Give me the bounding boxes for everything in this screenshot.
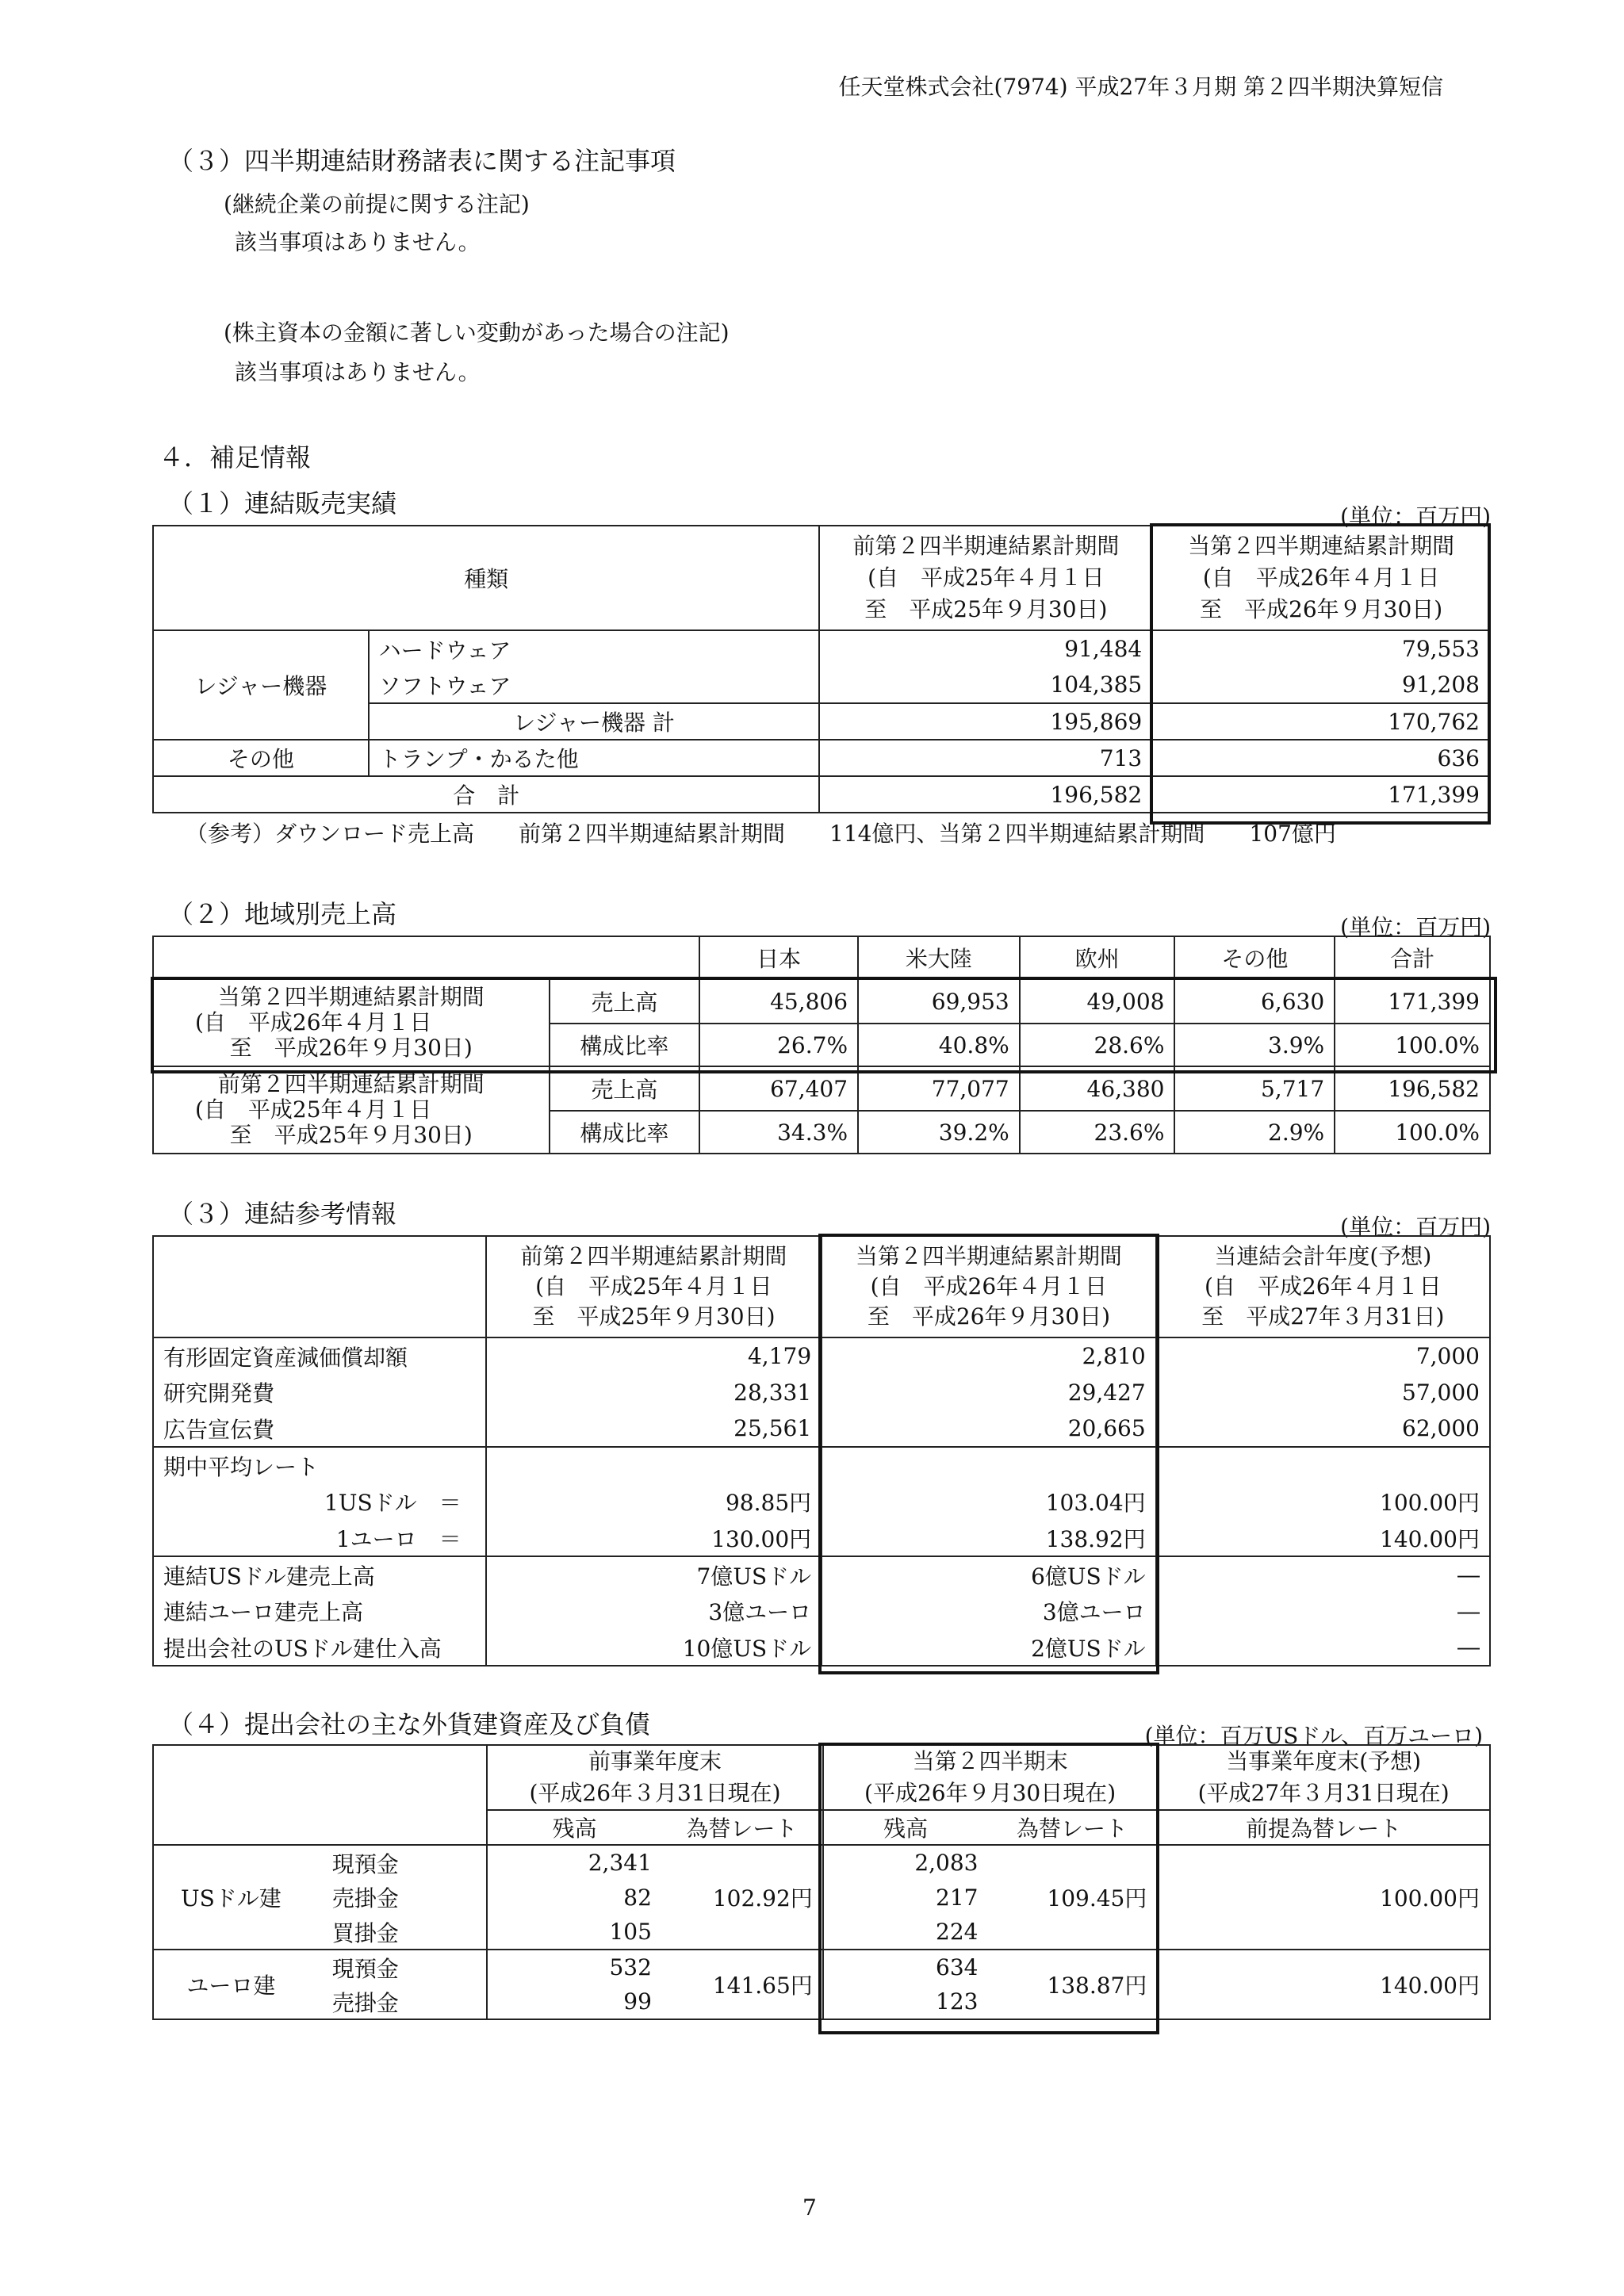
fx-assets-unit: (単位：百万USドル、百万ユーロ) <box>1144 1723 1483 1749</box>
rnd-label: 研究開発費 <box>153 1374 486 1410</box>
eur-rate-forecast: 140.00円 <box>1156 1520 1490 1556</box>
cur-ratio-americas: 40.8% <box>858 1024 1020 1066</box>
hardware-label: ハードウェア <box>369 630 820 667</box>
cur-sales-americas: 69,953 <box>858 979 1020 1024</box>
depreciation-cur: 2,810 <box>822 1337 1156 1374</box>
advertising-forecast: 62,000 <box>1156 1410 1490 1447</box>
ref-cur-header: 当第２四半期連結累計期間 (自 平成26年４月１日 至 平成26年９月30日) <box>822 1236 1156 1337</box>
grand-total-prev: 196,582 <box>819 776 1152 813</box>
usd-rate-label: 1USドル ＝ <box>153 1483 486 1520</box>
prev-sales-americas: 77,077 <box>858 1066 1020 1111</box>
eur-denominated-label: ユーロ建 <box>153 1950 308 2019</box>
usd-sales-forecast: ― <box>1156 1556 1490 1593</box>
eur-cash-prev: 532 <box>487 1950 661 1984</box>
usd-rate-forecast: 100.00円 <box>1156 1483 1490 1520</box>
software-cur: 91,208 <box>1152 667 1490 703</box>
cur-period-header: 当第２四半期連結累計期間 (自 平成26年４月１日 至 平成26年９月30日) <box>1152 526 1490 630</box>
prev-period-label: 前第２四半期連結累計期間 (自 平成25年４月１日 至 平成25年９月30日) <box>153 1066 550 1154</box>
cur-period-label: 当第２四半期連結累計期間 (自 平成26年４月１日 至 平成26年９月30日) <box>153 979 550 1066</box>
cur-ratio-total: 100.0% <box>1335 1024 1490 1066</box>
advertising-label: 広告宣伝費 <box>153 1410 486 1447</box>
leisure-total-label: レジャー機器 計 <box>369 703 820 740</box>
page-number: 7 <box>802 2195 817 2221</box>
eur-prev-rate: 141.65円 <box>661 1950 823 2019</box>
document-header: 任天堂株式会社(7974) 平成27年３月期 第２四半期決算短信 <box>838 74 1443 100</box>
cur-ratio-japan: 26.7% <box>699 1024 858 1066</box>
regional-corner <box>153 936 699 979</box>
notes-heading: （３）四半期連結財務諸表に関する注記事項 <box>168 146 676 176</box>
fx-cur-rate-header: 為替レート <box>988 1810 1158 1845</box>
fx-assets-table <box>152 1744 1491 2020</box>
sales-results-heading: （１）連結販売実績 <box>168 488 397 519</box>
rnd-forecast: 57,000 <box>1156 1374 1490 1410</box>
supplementary-heading: ４．補足情報 <box>159 442 312 473</box>
sales-results-unit: (単位：百万円) <box>1340 503 1491 530</box>
eur-rate-cur: 138.92円 <box>822 1520 1156 1556</box>
eur-rate-prev: 130.00円 <box>486 1520 822 1556</box>
usd-cash-label: 現預金 <box>331 1850 399 1877</box>
usd-sales-cur: 6億USドル <box>822 1556 1156 1593</box>
fx-prev-header: 前事業年度末 (平成26年３月31日現在) <box>487 1745 823 1810</box>
col-americas: 米大陸 <box>858 936 1020 979</box>
cur-sales-europe: 49,008 <box>1020 979 1175 1024</box>
eur-forecast-rate: 140.00円 <box>1157 1950 1490 2019</box>
leisure-total-cur: 170,762 <box>1152 703 1490 740</box>
leisure-total-prev: 195,869 <box>819 703 1152 740</box>
grand-total-label: 合 計 <box>153 776 819 813</box>
depreciation-label: 有形固定資産減価償却額 <box>153 1337 486 1374</box>
eur-cur-rate: 138.87円 <box>988 1950 1158 2019</box>
eur-cash-label: 現預金 <box>331 1955 399 1982</box>
cur-ratio-other: 3.9% <box>1174 1024 1335 1066</box>
avg-rate-label: 期中平均レート <box>153 1447 486 1483</box>
usd-payables-label: 買掛金 <box>308 1915 487 1950</box>
usd-forecast-rate: 100.00円 <box>1157 1845 1490 1950</box>
prev-ratio-japan: 34.3% <box>699 1111 858 1154</box>
cards-prev: 713 <box>819 740 1152 776</box>
col-total: 合計 <box>1335 936 1490 979</box>
eur-cash-cur: 634 <box>823 1950 988 1984</box>
prev-sales-label: 売上高 <box>550 1066 700 1111</box>
prev-sales-other: 5,717 <box>1174 1066 1335 1111</box>
fx-premise-rate-header: 前提為替レート <box>1157 1810 1490 1845</box>
usd-purchases-forecast: ― <box>1156 1629 1490 1666</box>
prev-sales-europe: 46,380 <box>1020 1066 1175 1111</box>
fx-prev-rate-header: 為替レート <box>661 1810 823 1845</box>
usd-payables-prev: 105 <box>487 1915 661 1950</box>
fx-assets-heading: （４）提出会社の主な外貨建資産及び負債 <box>168 1709 651 1739</box>
software-label: ソフトウェア <box>369 667 820 703</box>
prev-ratio-total: 100.0% <box>1335 1111 1490 1154</box>
reference-info-heading: （３）連結参考情報 <box>168 1199 397 1229</box>
advertising-prev: 25,561 <box>486 1410 822 1447</box>
cards-cur: 636 <box>1152 740 1490 776</box>
eur-receivables-label: 売掛金 <box>308 1984 487 2019</box>
usd-receivables-prev: 82 <box>487 1880 661 1915</box>
eur-sales-label: 連結ユーロ建売上高 <box>153 1593 486 1629</box>
prev-period-header: 前第２四半期連結累計期間 (自 平成25年４月１日 至 平成25年９月30日) <box>819 526 1152 630</box>
usd-prev-rate: 102.92円 <box>661 1845 823 1950</box>
usd-rate-prev: 98.85円 <box>486 1483 822 1520</box>
prev-sales-total: 196,582 <box>1335 1066 1490 1111</box>
prev-ratio-label: 構成比率 <box>550 1111 700 1154</box>
usd-denominated-label: USドル建 <box>153 1845 308 1950</box>
grand-total-cur: 171,399 <box>1152 776 1490 813</box>
software-prev: 104,385 <box>819 667 1152 703</box>
usd-rate-cur: 103.04円 <box>822 1483 1156 1520</box>
ref-forecast-header: 当連結会計年度(予想) (自 平成26年４月１日 至 平成27年３月31日) <box>1156 1236 1490 1337</box>
prev-ratio-europe: 23.6% <box>1020 1111 1175 1154</box>
usd-purchases-prev: 10億USドル <box>486 1629 822 1666</box>
fx-cur-header: 当第２四半期末 (平成26年９月30日現在) <box>823 1745 1158 1810</box>
eur-rate-label: 1ユーロ ＝ <box>153 1520 486 1556</box>
cur-sales-japan: 45,806 <box>699 979 858 1024</box>
cur-sales-total: 171,399 <box>1335 979 1490 1024</box>
depreciation-forecast: 7,000 <box>1156 1337 1490 1374</box>
eur-sales-cur: 3億ユーロ <box>822 1593 1156 1629</box>
hardware-cur: 79,553 <box>1152 630 1490 667</box>
usd-sales-label: 連結USドル建売上高 <box>153 1556 486 1593</box>
usd-cash-prev: 2,341 <box>487 1845 661 1880</box>
usd-purchases-label: 提出会社のUSドル建仕入高 <box>153 1629 486 1666</box>
going-concern-note-title: (継続企業の前提に関する注記) <box>224 191 530 217</box>
usd-receivables-cur: 217 <box>936 1884 979 1911</box>
prev-sales-japan: 67,407 <box>699 1066 858 1111</box>
eur-receivables-cur: 123 <box>823 1984 988 2019</box>
usd-cur-rate: 109.45円 <box>988 1845 1158 1950</box>
ref-prev-header: 前第２四半期連結累計期間 (自 平成25年４月１日 至 平成25年９月30日) <box>486 1236 822 1337</box>
cur-sales-other: 6,630 <box>1174 979 1335 1024</box>
prev-ratio-other: 2.9% <box>1174 1111 1335 1154</box>
cur-sales-label: 売上高 <box>550 979 700 1024</box>
col-other: その他 <box>1174 936 1335 979</box>
rnd-cur: 29,427 <box>822 1374 1156 1410</box>
download-sales-reference: （参考）ダウンロード売上高 前第２四半期連結累計期間 114億円、当第２四半期連結累計期間 107億円 <box>186 821 1336 847</box>
cur-ratio-europe: 28.6% <box>1020 1024 1175 1066</box>
reference-info-table <box>152 1235 1491 1667</box>
eur-sales-prev: 3億ユーロ <box>486 1593 822 1629</box>
equity-note-body: 該当事項はありません。 <box>235 359 481 385</box>
depreciation-prev: 4,179 <box>486 1337 822 1374</box>
other-category: その他 <box>153 740 369 776</box>
fx-prev-balance-header: 残高 <box>487 1810 661 1845</box>
usd-receivables-label: 売掛金 <box>331 1885 399 1911</box>
regional-sales-table <box>152 936 1491 1154</box>
sales-results-table <box>152 525 1491 813</box>
reference-info-unit: (単位：百万円) <box>1340 1214 1491 1240</box>
leisure-category: レジャー機器 <box>153 630 369 740</box>
regional-sales-heading: （２）地域別売上高 <box>168 899 397 929</box>
cards-label: トランプ・かるた他 <box>369 740 820 776</box>
usd-purchases-cur: 2億USドル <box>822 1629 1156 1666</box>
advertising-cur: 20,665 <box>822 1410 1156 1447</box>
equity-note-title: (株主資本の金額に著しい変動があった場合の注記) <box>224 320 730 346</box>
fx-forecast-header: 当事業年度末(予想) (平成27年３月31日現在) <box>1157 1745 1490 1810</box>
prev-ratio-americas: 39.2% <box>858 1111 1020 1154</box>
going-concern-note-body: 該当事項はありません。 <box>235 229 481 255</box>
eur-receivables-prev: 99 <box>487 1984 661 2019</box>
col-japan: 日本 <box>699 936 858 979</box>
rnd-prev: 28,331 <box>486 1374 822 1410</box>
col-europe: 欧州 <box>1020 936 1175 979</box>
regional-sales-unit: (単位：百万円) <box>1340 914 1491 940</box>
cur-ratio-label: 構成比率 <box>550 1024 700 1066</box>
usd-sales-prev: 7億USドル <box>486 1556 822 1593</box>
eur-sales-forecast: ― <box>1156 1593 1490 1629</box>
usd-payables-cur: 224 <box>823 1915 988 1950</box>
reference-corner <box>153 1236 486 1337</box>
kind-header: 種類 <box>153 526 819 630</box>
usd-cash-cur: 2,083 <box>914 1850 979 1876</box>
hardware-prev: 91,484 <box>819 630 1152 667</box>
fx-cur-balance-header: 残高 <box>823 1810 988 1845</box>
fx-corner <box>153 1745 487 1845</box>
